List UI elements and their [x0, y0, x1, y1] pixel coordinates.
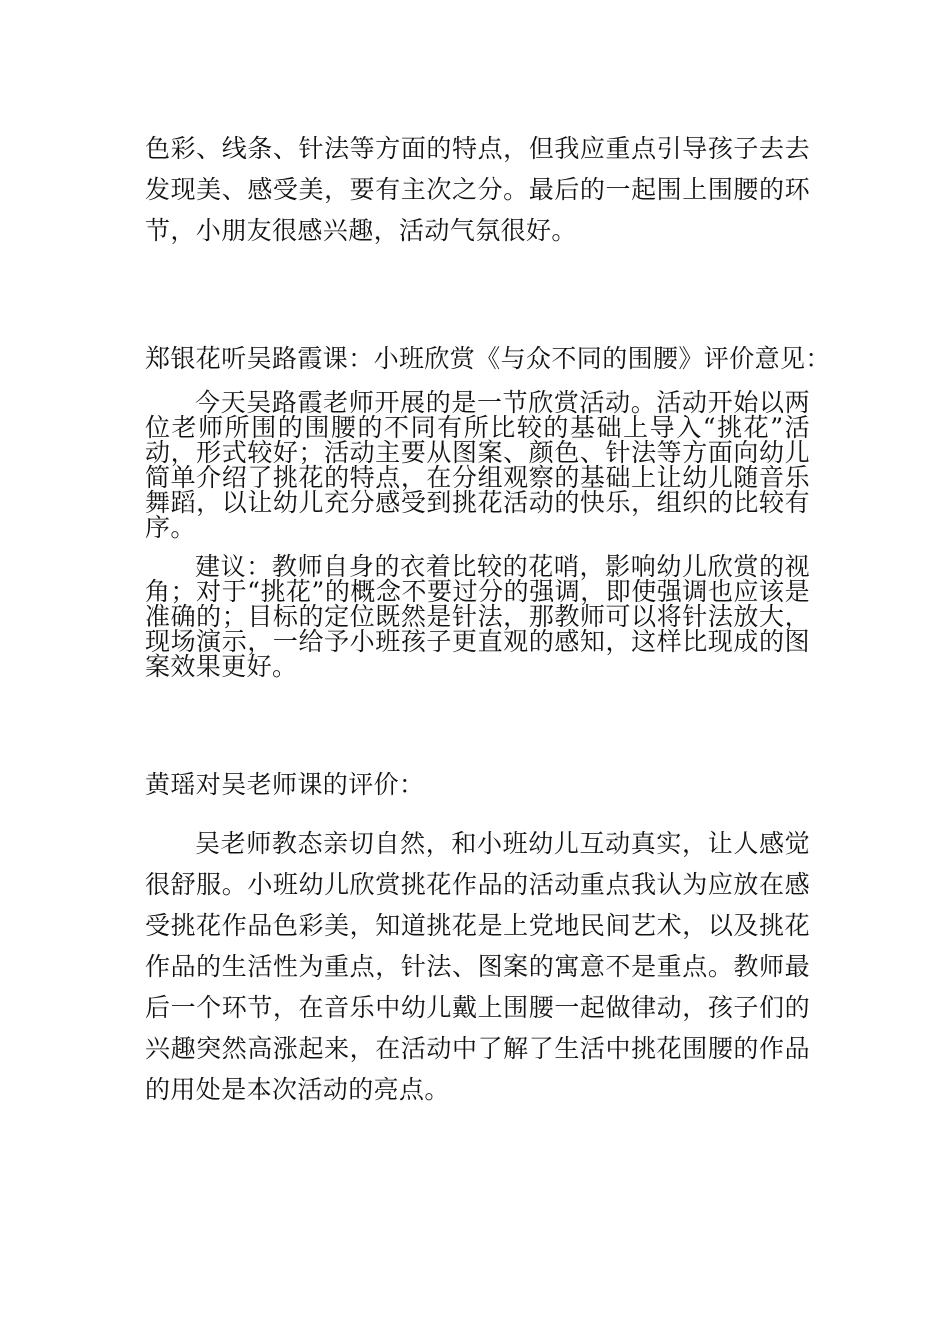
section-heading: 黄瑶对吴老师课的评价：	[145, 770, 425, 799]
evaluation-paragraph: 今天吴路霞老师开展的是一节欣赏活动。活动开始以两位老师所围的围腰的不同有所比较的基础上导入“挑花”活动，形式较好；活动主要从图案、颜色、针法等方面向幼儿简单介绍了挑花的特点，在分组观察的基础上让幼儿随音乐舞蹈，以让幼儿充分感受到挑花活动的快乐，组织的比较有序。	[145, 388, 810, 542]
evaluation-paragraph: 吴老师教态亲切自然，和小班幼儿互动真实，让人感觉很舒服。小班幼儿欣赏挑花作品的活动重点我认为应放在感受挑花作品色彩美，知道挑花是上党地民间艺术，以及挑花作品的生活性为重点，针法、图案的寓意不是重点。教师最后一个环节，在音乐中幼儿戴上围腰一起做律动，孩子们的兴趣突然高涨起来，在活动中了解了生活中挑花围腰的作品的用处是本次活动的亮点。	[145, 829, 810, 1104]
section-continuation	[145, 128, 810, 251]
section-huang-evaluation	[145, 770, 810, 1110]
section-zheng-evaluation	[145, 344, 831, 681]
section-heading: 郑银花听吴路霞课：小班欣赏《与众不同的围腰》评价意见：	[145, 344, 831, 373]
suggestion-paragraph: 建议：教师自身的衣着比较的花哨，影响幼儿欣赏的视角；对于“挑花”的概念不要过分的强调，即使强调也应该是准确的；目标的定位既然是针法，那教师可以将针法放大，现场演示，一给予小班孩子更直观的感知，这样比现成的图案效果更好。	[145, 552, 810, 681]
continuation-paragraph: 色彩、线条、针法等方面的特点，但我应重点引导孩子去去发现美、感受美，要有主次之分。最后的一起围上围腰的环节，小朋友很感兴趣，活动气氛很好。	[145, 134, 810, 245]
